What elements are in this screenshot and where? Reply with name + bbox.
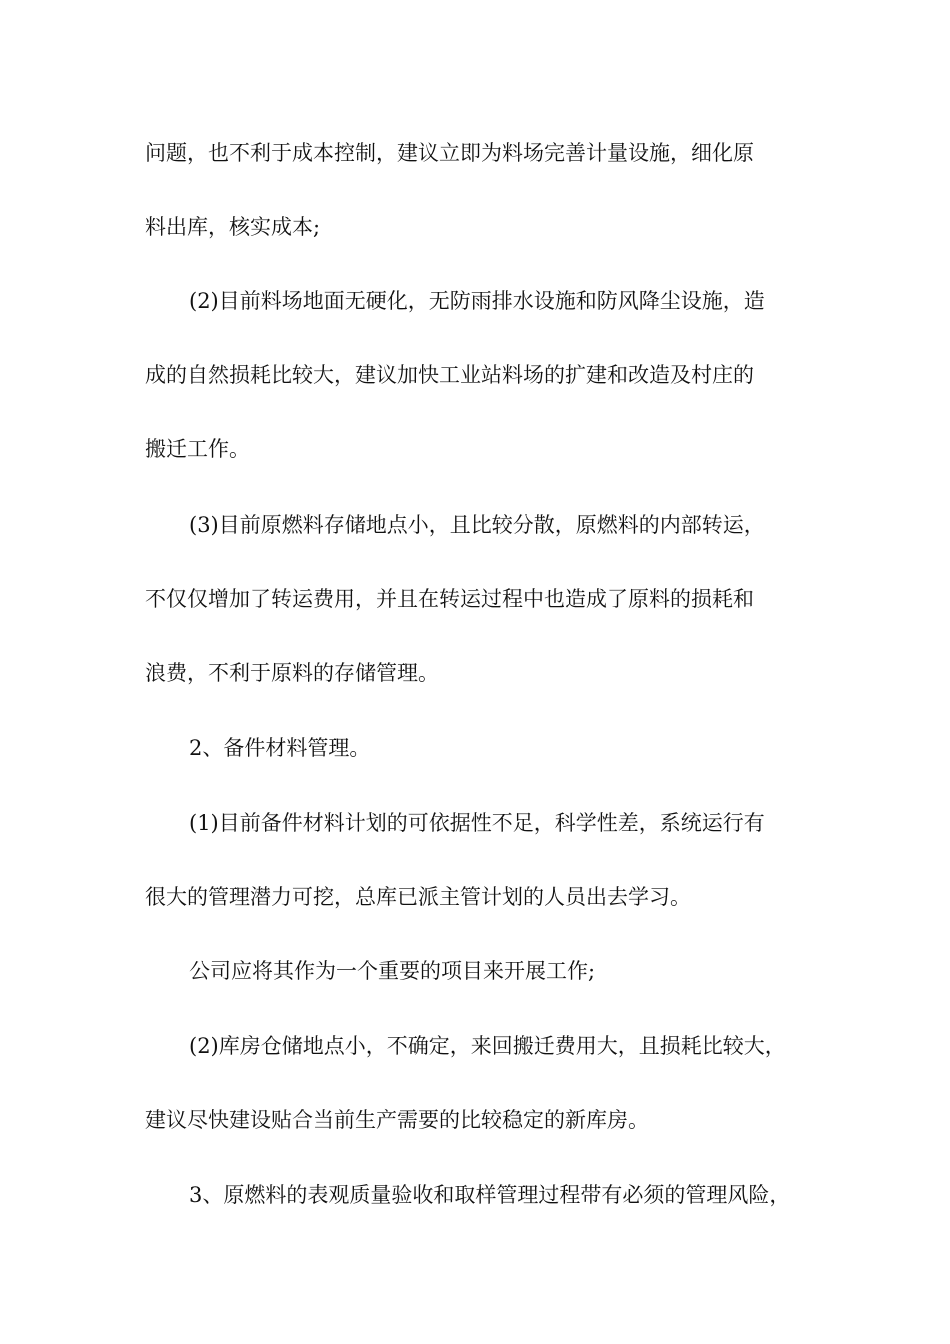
- text-line: 成的自然损耗比较大，建议加快工业站料场的扩建和改造及村庄的: [145, 363, 754, 387]
- text-line: (1)目前备件材料计划的可依据性不足，科学性差，系统运行有: [189, 811, 765, 835]
- text-line: (2)目前料场地面无硬化，无防雨排水设施和防风降尘设施，造: [189, 289, 765, 313]
- text-line: 不仅仅增加了转运费用，并且在转运过程中也造成了原料的损耗和: [145, 587, 754, 611]
- text-line: 建议尽快建设贴合当前生产需要的比较稳定的新库房。: [145, 1108, 649, 1132]
- text-line: 问题，也不利于成本控制，建议立即为料场完善计量设施，细化原: [145, 141, 754, 165]
- text-line: 3、原燃料的表观质量验收和取样管理过程带有必须的管理风险，: [189, 1183, 791, 1207]
- text-line: 2、备件材料管理。: [189, 736, 371, 760]
- text-line: 料出库，核实成本;: [145, 215, 321, 239]
- text-line: 公司应将其作为一个重要的项目来开展工作;: [189, 959, 596, 983]
- text-line: 搬迁工作。: [145, 437, 250, 461]
- text-line: (3)目前原燃料存储地点小，且比较分散，原燃料的内部转运，: [189, 513, 765, 537]
- text-line: 很大的管理潜力可挖，总库已派主管计划的人员出去学习。: [145, 885, 691, 909]
- text-line: (2)库房仓储地点小，不确定，来回搬迁费用大，且损耗比较大，: [189, 1034, 786, 1058]
- text-line: 浪费，不利于原料的存储管理。: [145, 661, 439, 685]
